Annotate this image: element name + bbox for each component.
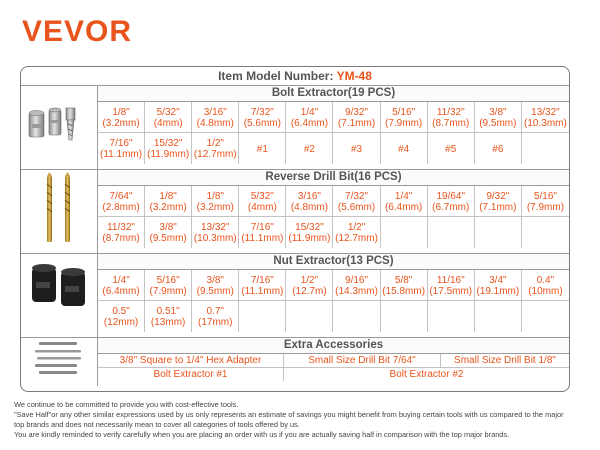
table-title [21,67,569,86]
size-fraction: 1/2" [347,222,366,233]
size-cell [145,301,192,332]
size-metric: (11.9mm) [147,149,190,160]
nut-extractor-image [21,254,98,337]
size-metric: (5.6mm) [337,201,376,213]
size-fraction: 5/32" [156,106,180,118]
size-metric: (12mm) [103,317,139,328]
size-fraction: 5/32" [250,190,274,202]
size-cell [475,217,522,248]
size-metric: (7.1mm) [337,117,376,129]
section-header: Extra Accessories [98,338,569,354]
size-metric: (7.1mm) [479,201,517,213]
size-cell [333,270,380,301]
size-fraction: 0.7" [206,306,224,317]
size-cell [333,133,380,164]
size-cell [381,186,428,217]
size-cell [239,270,286,301]
size-cell [522,102,569,133]
size-metric: (10mm) [528,285,563,297]
size-cell [145,102,192,133]
size-fraction: 15/32" [295,222,324,233]
accessory-item: Small Size Drill Bit 7/64" [284,354,441,367]
size-cell [428,133,475,164]
size-metric: (9.5mm) [479,117,517,129]
size-fraction: 3/16" [297,190,321,202]
size-cell [192,186,239,217]
size-fraction: 9/16" [345,274,369,286]
size-cell [145,186,192,217]
size-fraction: 9/32" [486,190,510,202]
size-fraction: 3/8" [206,274,224,286]
size-cell [286,301,333,332]
size-metric: (13mm) [150,317,186,328]
size-metric: (6.4mm) [102,285,140,297]
size-cell [192,102,239,133]
size-cell [192,217,239,248]
size-fraction: 7/32" [250,106,274,118]
size-fraction: 1/2" [206,138,224,149]
size-cell [333,301,380,332]
size-fraction: 7/16" [109,138,133,149]
size-fraction: 3/16" [203,106,227,118]
size-cell [192,133,239,164]
size-fraction: 1/4" [112,274,130,286]
size-metric: (11.1mm) [100,149,143,160]
size-fraction: 3/8" [489,106,507,118]
spec-table [20,66,570,392]
size-cell [522,186,569,217]
size-fraction: 3/8" [159,222,177,233]
size-fraction: #2 [303,143,315,155]
size-metric: (10.3mm) [524,117,567,129]
size-cell [428,217,475,248]
model-number: YM-48 [336,69,372,83]
brand-logo: VEVOR [22,15,133,48]
size-cell [98,133,145,164]
size-cell [522,217,569,248]
size-cell [475,186,522,217]
size-fraction: 1/8" [112,106,130,118]
size-cell [286,270,333,301]
section-bolt-extractor [21,86,569,170]
size-fraction: 3/4" [489,274,507,286]
size-cell [522,133,569,164]
accessory-item: Bolt Extractor #1 [98,368,284,381]
size-metric: (8.7mm) [432,117,470,129]
size-cell [333,102,380,133]
size-metric: (4mm) [247,201,277,213]
size-cell [192,301,239,332]
size-metric: (3.2mm) [196,201,234,213]
size-metric: (7.9mm) [149,285,187,297]
size-cell [98,102,145,133]
size-fraction: 7/64" [109,190,133,202]
size-cell [428,102,475,133]
size-cell [381,217,428,248]
size-cell [286,133,333,164]
size-metric: (12.7m) [292,285,327,297]
size-fraction: 9/32" [345,106,369,118]
size-metric: (2.8mm) [102,201,140,213]
size-cell [286,102,333,133]
size-fraction: 13/32" [200,222,230,233]
size-metric: (3.2mm) [102,117,140,129]
size-metric: (4mm) [153,117,183,129]
size-metric: (10.3mm) [193,233,237,244]
size-cell [428,186,475,217]
size-cell [192,270,239,301]
disclaimer-line: We continue to be committed to provide you with cost-effective tools. [14,400,239,409]
size-cell [145,270,192,301]
size-metric: (17.5mm) [429,285,473,297]
size-metric: (6.4mm) [385,201,423,213]
size-fraction: #1 [256,143,268,155]
size-fraction: 7/16" [250,222,274,233]
size-metric: (11.9mm) [288,233,331,244]
accessory-item: 3/8" Square to 1/4" Hex Adapter [98,354,284,367]
size-cell [381,270,428,301]
size-fraction: #5 [445,143,457,155]
size-cell [145,133,192,164]
section-header: Nut Extractor(13 PCS) [98,254,569,270]
drill-bit-image [21,170,98,253]
size-fraction: 19/64" [436,190,466,202]
disclaimer-line: "Save Half"or any other similar expressions used by us only represents an estimate of savings you might benefit from buying certain tools with us compared to the major [14,410,564,419]
size-fraction: 11/32" [107,222,135,233]
size-cell [286,186,333,217]
size-metric: (4.8mm) [290,201,329,213]
section-header: Reverse Drill Bit(16 PCS) [98,170,569,186]
size-metric: (9.5mm) [196,285,234,297]
size-cell [239,217,286,248]
size-cell [98,217,145,248]
accessories-row [98,368,569,381]
size-metric: (5.6mm) [243,117,281,129]
size-grid [98,186,569,248]
size-fraction: 13/32" [531,106,560,118]
size-metric: (11.1mm) [241,285,284,297]
size-cell [475,133,522,164]
size-cell [98,301,145,332]
size-fraction: 7/16" [250,274,274,286]
size-fraction: 0.51" [156,306,180,317]
size-fraction: 1/8" [206,190,224,202]
size-cell [239,186,286,217]
size-metric: (19.1mm) [476,285,520,297]
section-header: Bolt Extractor(19 PCS) [98,86,569,102]
size-cell [333,217,380,248]
size-fraction: 0.5" [112,306,130,317]
size-cell [381,102,428,133]
size-grid [98,270,569,332]
size-fraction: #6 [492,143,504,155]
size-fraction: 11/32" [436,106,465,118]
size-cell [286,217,333,248]
size-cell [239,301,286,332]
size-metric: (15.8mm) [382,285,426,297]
size-fraction: 5/16" [156,274,180,286]
section-reverse-drill-bit [21,170,569,254]
size-fraction: 15/32" [153,138,183,149]
section-nut-extractor [21,254,569,338]
size-fraction: 5/16" [533,190,557,202]
size-cell [333,186,380,217]
size-fraction: 1/2" [300,274,319,286]
size-cell [475,102,522,133]
size-metric: (6.4mm) [290,117,329,129]
size-metric: (12.7mm) [335,233,378,244]
size-fraction: 1/4" [394,190,413,202]
size-fraction: 0.4" [536,274,555,286]
disclaimer-line: You are kindly reminded to verify carefully when you are placing an order with us if you are actually saving half in comparison with the top major brands. [14,430,510,439]
accessory-item: Small Size Drill Bit 1/8" [454,355,556,366]
size-cell [522,301,569,332]
disclaimer-line: top brands and does not necessarily mean to cover all categories of tools offered by us. [14,420,300,429]
size-grid [98,102,569,164]
size-cell [381,133,428,164]
size-metric: (11.1mm) [241,233,284,244]
size-fraction: #4 [398,143,410,155]
accessories-image [21,338,98,386]
size-cell [98,270,145,301]
size-fraction: #3 [350,143,363,155]
size-cell [239,102,286,133]
size-metric: (8.7mm) [102,233,140,244]
size-fraction: 5/8" [394,274,413,286]
disclaimer [14,400,594,440]
size-fraction: 1/8" [159,190,177,202]
size-cell [145,217,192,248]
size-cell [522,270,569,301]
size-metric: (14.3mm) [335,285,378,297]
size-metric: (3.2mm) [149,201,187,213]
size-fraction: 1/4" [300,106,319,118]
size-cell [428,270,475,301]
size-cell [239,133,286,164]
size-fraction: 5/16" [392,106,416,118]
size-metric: (6.7mm) [432,201,470,213]
size-fraction: 11/16" [436,274,465,286]
size-metric: (9.5mm) [149,233,187,244]
size-cell [98,186,145,217]
bolt-extractor-image [21,86,98,169]
title-label: Item Model Number: [218,69,337,83]
size-cell [475,270,522,301]
size-fraction: 7/32" [345,190,369,202]
accessory-item: Bolt Extractor #2 [389,369,464,380]
size-cell [475,301,522,332]
size-cell [381,301,428,332]
section-extra-accessories [21,338,569,386]
size-metric: (12.7mm) [193,149,237,160]
size-metric: (17mm) [198,317,233,328]
size-metric: (7.9mm) [385,117,423,129]
size-cell [428,301,475,332]
accessories-row [98,354,569,368]
size-metric: (7.9mm) [526,201,565,213]
size-metric: (4.8mm) [196,117,234,129]
